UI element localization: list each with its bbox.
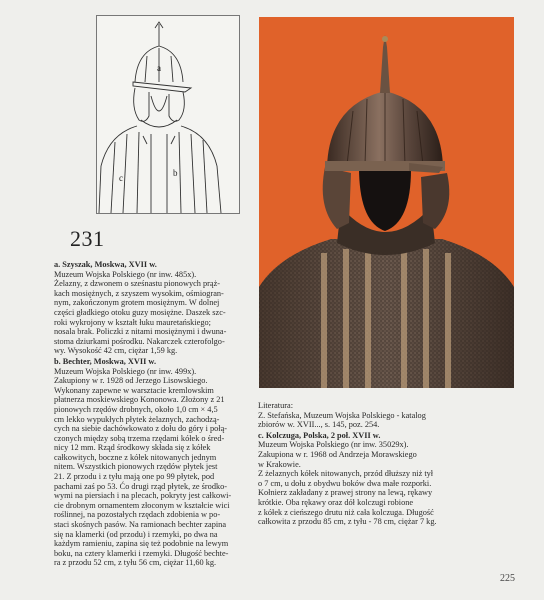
entry-b-line: Wykonany zapewne w warsztacie kremlowskim bbox=[54, 385, 214, 395]
figure-label-b: b bbox=[173, 168, 178, 178]
line-drawing-figure bbox=[96, 15, 240, 214]
entry-b-heading: b. Bechter, Moskwa, XVII w. bbox=[54, 356, 157, 366]
entry-b-line: nitem. Wszystkich pionowych rzędów płytek jest bbox=[54, 462, 218, 472]
entry-c-line: o 7 cm, u dołu z obydwu boków dwa małe rozporki. bbox=[258, 478, 432, 488]
entry-b-line: roślinnej, na pozostałych rzędach zdobienia w po- bbox=[54, 510, 221, 520]
entry-a-line: nym, zakończonym grotem mosiężnym. W dolnej bbox=[54, 298, 220, 308]
left-text-column bbox=[54, 260, 259, 569]
entry-b-line: całkowitych, boczne z kółek nitowanych jednym bbox=[54, 452, 217, 462]
entry-a-heading: a. Szyszak, Moskwa, XVII w. bbox=[54, 260, 157, 269]
entry-a-line: kach mosiężnych, z szyszem wysokim, ośmiogran- bbox=[54, 288, 224, 298]
entry-b-line: płatnerza moskiewskiego Kononowa. Złożony z 21 bbox=[54, 395, 225, 405]
entry-c-line: Zakupiona w r. 1968 od Andrzeja Morawskiego bbox=[258, 449, 417, 459]
entry-c-line: krótkie. Oba rękawy oraz dół kolczugi robione bbox=[258, 497, 414, 507]
entry-b-line: wymi na piersiach i na plecach, pokryty jest całkowi- bbox=[54, 491, 232, 501]
right-text-column bbox=[258, 401, 518, 528]
literature-line: Z. Stefańska, Muzeum Wojska Polskiego - katalog bbox=[258, 410, 426, 420]
entry-b-line: pachami zaś po 53. Ćo drugi rząd płytek, ze środko- bbox=[54, 481, 228, 491]
armor-photograph bbox=[259, 17, 514, 388]
entry-c-line: z kółek z cieńszego drutu niż cała kolczuga. Długość bbox=[258, 507, 434, 517]
entry-b-line: nicy 12 mm. Rząd środkowy składa się z kółek bbox=[54, 443, 211, 453]
literature bbox=[258, 401, 518, 430]
entry-b-line: cych na siebie dachówkowato z dołu do góry i połą- bbox=[54, 424, 228, 434]
armor-photo-illustration bbox=[259, 17, 514, 388]
page-number: 225 bbox=[500, 573, 515, 584]
entry-b-line: cm lekko wypukłych płytek żelaznych, zachodzą- bbox=[54, 414, 220, 424]
entry-b bbox=[54, 357, 259, 568]
entry-b-line: pionowych rzędów drobnych, około 1,0 cm × 4,5 bbox=[54, 404, 218, 414]
entry-c-line: Z żelaznych kółek nitowanych, przód dłuższy niż tył bbox=[258, 469, 434, 479]
entry-b-line: staci skośnych pasów. Na ramionach bechter zapina bbox=[54, 520, 227, 530]
entry-b-line: się na klamerki (od przodu) i rzemyki, po dwa na bbox=[54, 529, 218, 539]
entry-b-line: Muzeum Wojska Polskiego (nr inw. 499x). bbox=[54, 366, 197, 376]
entry-b-line: cie drobnym ornamentem złoconym w kształcie wici bbox=[54, 500, 230, 510]
entry-b-line: każdym ramieniu, zapina się też podobnie na lewym bbox=[54, 539, 229, 549]
entry-a-line: części gładkiego otoku guzy mosiężne. Daszek szc- bbox=[54, 307, 226, 317]
armor-line-drawing bbox=[97, 16, 239, 213]
literature-line: zbiorów w. XVII..., s. 145, poz. 254. bbox=[258, 420, 380, 430]
entry-b-line: czonych między sobą trzema rzędami kółek o śred- bbox=[54, 433, 225, 443]
entry-a-line: roki wykrojony w kształt łuku mauretańskiego; bbox=[54, 317, 211, 327]
entry-b-line: 21. Z przodu i z tyłu mają one po 99 płytek, pod bbox=[54, 472, 215, 482]
entry-c-line: Muzeum Wojska Polskiego (nr inw. 35029x). bbox=[258, 440, 409, 450]
entry-c-heading: c. Kolczuga, Polska, 2 poł. XVII w. bbox=[258, 430, 381, 440]
figure-label-c: c bbox=[119, 173, 123, 183]
entry-a-line: nosala brak. Policzki z nitami mosiężnymi i dwuna- bbox=[54, 327, 227, 337]
entry-a-line: wy. Wysokość 42 cm, ciężar 1,59 kg. bbox=[54, 346, 178, 356]
entry-b-line: ra z przodu 52 cm, z tyłu 56 cm, ciężar 11,60 kg. bbox=[54, 558, 217, 568]
entry-b-line: boku, na cztery klamerki i rzemyki. Długość bechte- bbox=[54, 548, 229, 558]
entry-c-line: Kołnierz zakładany z prawej strony na lewą, rękawy bbox=[258, 488, 433, 498]
literature-label: Literatura: bbox=[258, 401, 294, 410]
entry-b-line: Zakupiony w r. 1928 od Jerzego Lisowskiego. bbox=[54, 376, 208, 386]
entry-c-line: całkowita z przodu 85 cm, z tyłu - 78 cm, ciężar 7 kg. bbox=[258, 517, 437, 527]
entry-a-line: stoma dziurkami pośrodku. Nakarczek czterofolgo- bbox=[54, 336, 225, 346]
entry-a-line: Żelazny, z dzwonem o sześnastu pionowych prąż- bbox=[54, 279, 221, 289]
entry-a-line: Muzeum Wojska Polskiego (nr inw. 485x). bbox=[54, 269, 197, 279]
entry-c bbox=[258, 431, 518, 527]
plate-number: 231 bbox=[70, 226, 105, 251]
entry-c-line: w Krakowie. bbox=[258, 459, 301, 469]
figure-label-a: a bbox=[157, 63, 161, 73]
entry-a bbox=[54, 260, 259, 356]
